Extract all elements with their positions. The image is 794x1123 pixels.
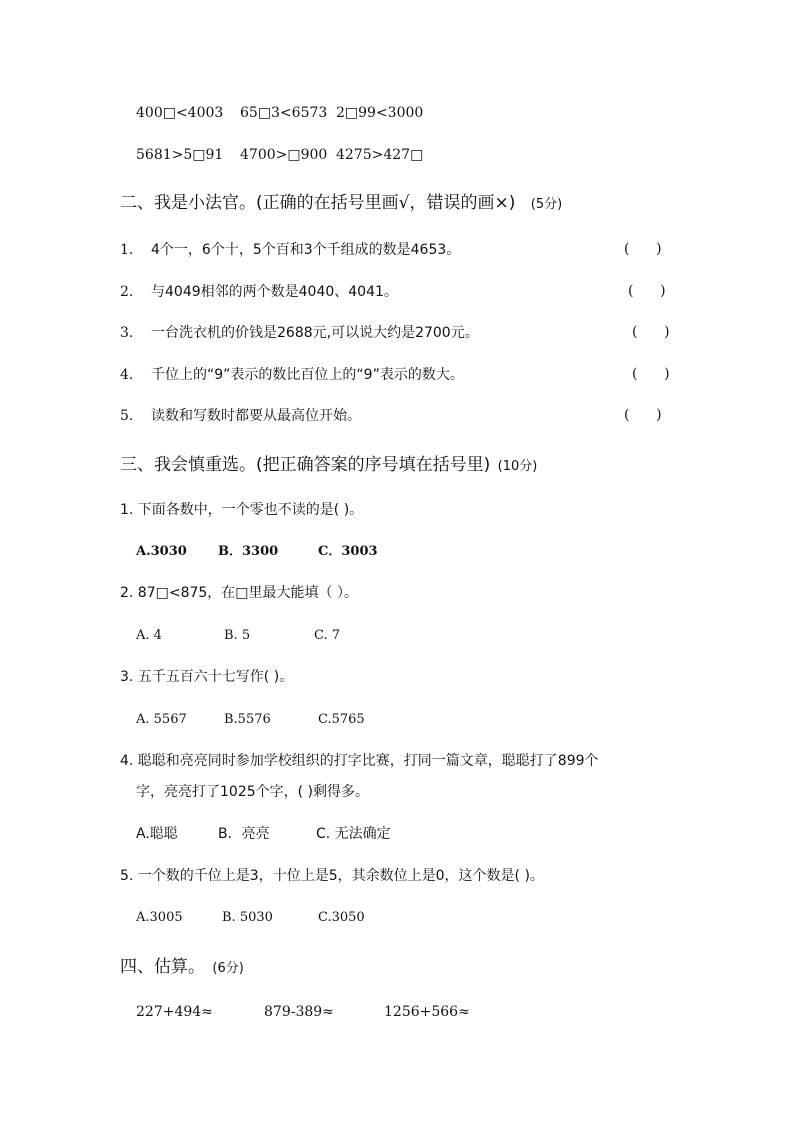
section-title: 二、我是小法官。(正确的在括号里画√，错误的画×) (120, 193, 516, 213)
option-b[interactable]: B. 5030 (222, 910, 273, 925)
item-number: 1. (120, 242, 134, 258)
item-text: 读数和写数时都要从最高位开始。 (151, 408, 361, 424)
estimate-item: 227+494≈ (136, 1004, 213, 1020)
option-a[interactable]: A.聪聪 (136, 826, 178, 842)
section-2-heading (120, 192, 562, 216)
estimate-item: 1256+566≈ (384, 1004, 470, 1020)
option-c[interactable]: C. 无法确定 (316, 826, 391, 842)
answer-bracket[interactable]: ( ) (632, 366, 670, 382)
section-4-heading (120, 956, 244, 980)
answer-bracket[interactable]: ( ) (628, 283, 666, 299)
option-c[interactable]: C.3050 (318, 910, 365, 925)
option-c[interactable]: C.5765 (318, 712, 365, 727)
item-text: 与4049相邻的两个数是4040、4041。 (151, 284, 398, 300)
option-a[interactable]: A. 4 (136, 628, 162, 643)
section-3-heading (120, 454, 537, 478)
option-b[interactable]: B．亮亮 (218, 826, 270, 842)
choice-question-4-line-2: 字，亮亮打了1025个字，( )剩得多。 (136, 784, 370, 800)
fill-item: 5681>5□91 (136, 147, 224, 163)
estimate-item: 879-389≈ (264, 1004, 334, 1020)
fill-item: 400□<4003 (136, 105, 224, 121)
section-points: (10分) (497, 459, 538, 474)
item-text: 一台洗衣机的价钱是2688元,可以说大约是2700元。 (151, 325, 479, 341)
answer-bracket[interactable]: ( ) (632, 324, 670, 340)
answer-bracket[interactable]: ( ) (624, 407, 662, 423)
choice-question-5: 5. 一个数的千位上是3，十位上是5，其余数位上是0，这个数是( )。 (120, 868, 544, 884)
choice-question-3: 3. 五千五百六十七写作( )。 (120, 669, 294, 685)
fill-item: 65□3<6573 (240, 105, 328, 121)
option-a[interactable]: A.3005 (136, 910, 183, 925)
option-a[interactable]: A.3030 (136, 544, 187, 559)
option-b[interactable]: B．3300 (218, 544, 279, 559)
section-title: 四、估算。 (120, 957, 205, 977)
item-number: 5. (120, 408, 134, 424)
answer-bracket[interactable]: ( ) (624, 241, 662, 257)
option-a[interactable]: A. 5567 (136, 712, 187, 727)
option-c[interactable]: C．3003 (318, 544, 378, 559)
option-b[interactable]: B. 5 (224, 628, 251, 643)
choice-question-2: 2. 87□<875，在□里最大能填（ ）。 (120, 585, 358, 601)
fill-item: 2□99<3000 (336, 105, 424, 121)
section-points: (5分) (530, 197, 563, 212)
choice-question-1: 1. 下面各数中，一个零也不读的是( )。 (120, 502, 364, 518)
section-title: 三、我会慎重选。(把正确答案的序号填在括号里) (120, 455, 491, 475)
fill-item: 4700>□900 (240, 147, 328, 163)
choice-question-4-line-1: 4. 聪聪和亮亮同时参加学校组织的打字比赛，打同一篇文章，聪聪打了899个 (120, 753, 599, 769)
fill-item: 4275>427□ (336, 147, 424, 163)
item-number: 4. (120, 367, 134, 383)
section-points: (6分) (212, 961, 244, 976)
item-number: 2. (120, 284, 134, 300)
item-text: 4个一，6个十，5个百和3个千组成的数是4653。 (151, 242, 461, 258)
option-c[interactable]: C. 7 (314, 628, 341, 643)
option-b[interactable]: B.5576 (224, 712, 271, 727)
item-number: 3. (120, 325, 134, 341)
item-text: 千位上的“9”表示的数比百位上的“9”表示的数大。 (151, 367, 464, 383)
